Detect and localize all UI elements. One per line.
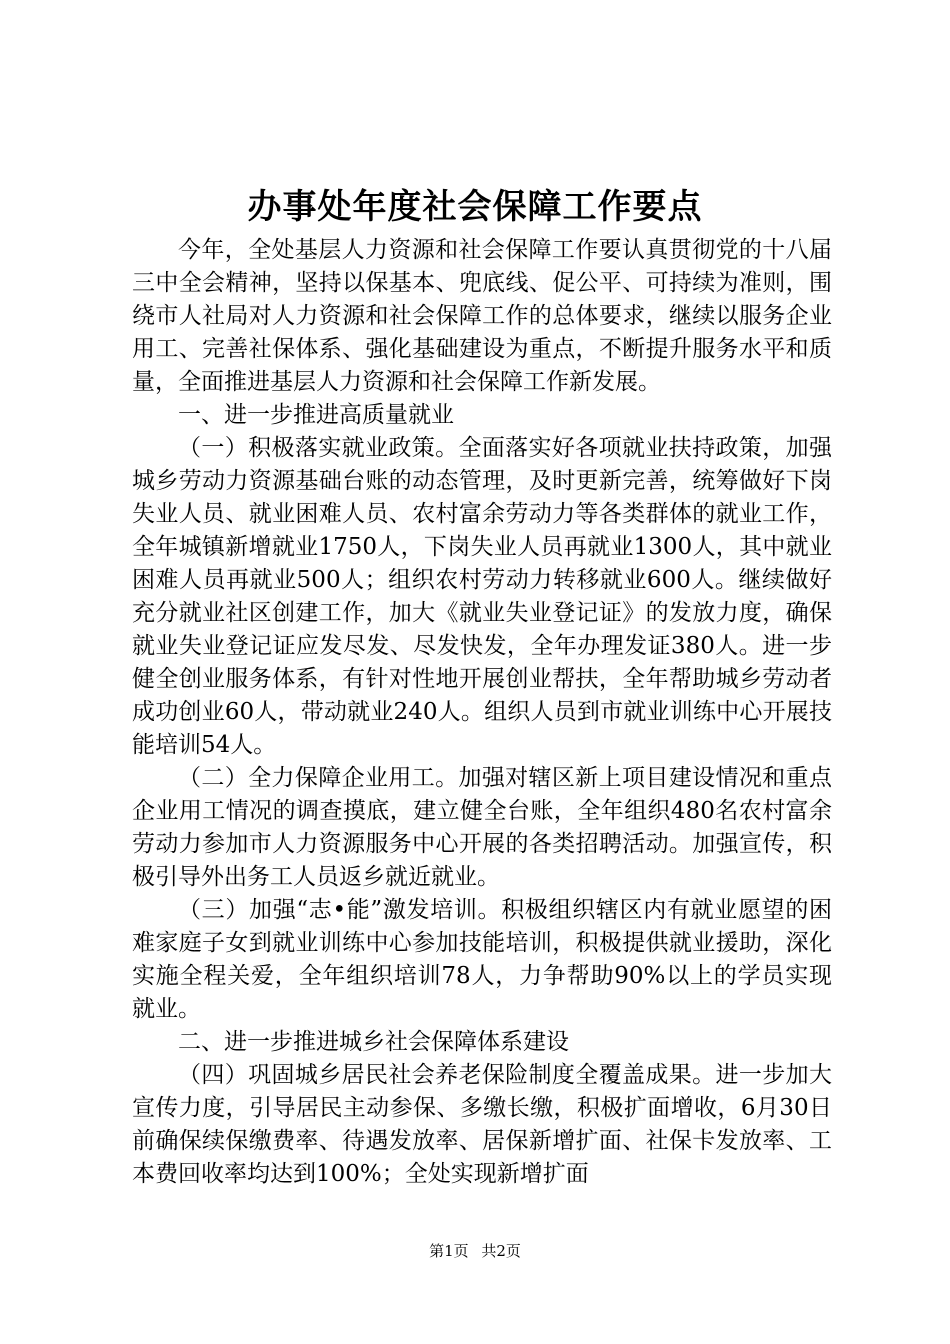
- page-footer: [0, 1240, 950, 1262]
- paragraph-item-1: （一）积极落实就业政策。全面落实好各项就业扶持政策，加强城乡劳动力资源基础台账的动态管理，及时更新完善，统筹做好下岗失业人员、就业困难人员、农村富余劳动力等各类群体的就业工作，全年城镇新增就业1750人，下岗失业人员再就业1300人，其中就业困难人员再就业500人；组织农村劳动力转移就业600人。继续做好充分就业社区创建工作，加大《就业失业登记证》的发放力度，确保就业失业登记证应发尽发、尽发快发，全年办理发证380人。进一步健全创业服务体系，有针对性地开展创业帮扶，全年帮助城乡劳动者成功创业60人，带动就业240人。组织人员到市就业训练中心开展技能培训54人。: [132, 435, 832, 758]
- page-number: 第1页: [429, 1242, 469, 1260]
- paragraph-item-2: （二）全力保障企业用工。加强对辖区新上项目建设情况和重点企业用工情况的调查摸底，建立健全台账，全年组织480名农村富余劳动力参加市人力资源服务中心开展的各类招聘活动。加强宣传，积极引导外出务工人员返乡就近就业。: [132, 765, 832, 890]
- document-body: [132, 234, 832, 1191]
- document-title: 办事处年度社会保障工作要点: [247, 187, 703, 227]
- section-heading-social-security: 二、进一步推进城乡社会保障体系建设: [178, 1029, 569, 1055]
- paragraph-item-4: （四）巩固城乡居民社会养老保险制度全覆盖成果。进一步加大宣传力度，引导居民主动参保、多缴长缴，积极扩面增收，6月30日前确保续保缴费率、待遇发放率、居保新增扩面、社保卡发放率、工本费回收率均达到100%；全处实现新增扩面: [132, 1062, 832, 1187]
- intro-paragraph: 今年，全处基层人力资源和社会保障工作要认真贯彻党的十八届三中全会精神，坚持以保基本、兜底线、促公平、可持续为准则，围绕市人社局对人力资源和社会保障工作的总体要求，继续以服务企业用工、完善社保体系、强化基础建设为重点，不断提升服务水平和质量，全面推进基层人力资源和社会保障工作新发展。: [132, 237, 832, 395]
- page-total: 共2页: [481, 1242, 521, 1260]
- paragraph-item-3: （三）加强“志•能”激发培训。积极组织辖区内有就业愿望的困难家庭子女到就业训练中心参加技能培训，积极提供就业援助，深化实施全程关爱，全年组织培训78人，力争帮助90%以上的学员实现就业。: [132, 897, 832, 1022]
- section-heading-employment: 一、进一步推进高质量就业: [178, 402, 454, 428]
